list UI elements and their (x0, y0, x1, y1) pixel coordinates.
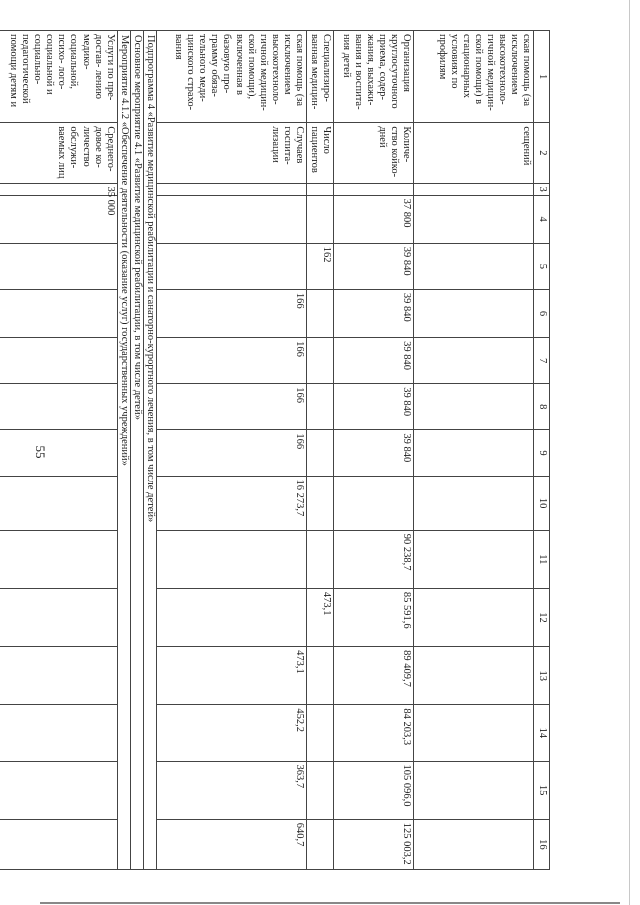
header-row (534, 31, 550, 870)
cell (0, 243, 117, 289)
cell (306, 384, 333, 430)
cell (306, 819, 333, 869)
cell (414, 819, 534, 869)
cell (156, 243, 306, 289)
row-unit: Среднего- довое ко- личество обслужи- ваемых лиц (0, 123, 117, 183)
rotated-table-container (8, 30, 550, 870)
table-row (0, 31, 117, 870)
table-row (334, 31, 414, 870)
cell (0, 338, 117, 384)
header-cell: 5 (534, 243, 550, 289)
section-row (130, 31, 143, 870)
table-row (306, 31, 333, 870)
cell (306, 430, 333, 476)
cell: 39 840 (334, 243, 414, 289)
cell: 39 840 (334, 384, 414, 430)
header-cell: 9 (534, 430, 550, 476)
cell (0, 647, 117, 705)
cell (0, 476, 117, 530)
header-cell: 7 (534, 338, 550, 384)
cell (156, 195, 306, 243)
scan-bottom-edge (40, 902, 620, 904)
cell (306, 761, 333, 819)
row-name: ская помощь (за исключением высокотехноло- гичной медицин- ской помощи) в стационарных условиях по профилям (414, 31, 534, 123)
header-cell: 3 (534, 183, 550, 195)
cell (306, 647, 333, 705)
cell (0, 384, 117, 430)
main-activity-heading: Основное мероприятие 4.1 «Развитие медицинской реабилитации, в том числе детей» (130, 31, 143, 870)
header-cell: 10 (534, 476, 550, 530)
cell (306, 338, 333, 384)
section-row (143, 31, 156, 870)
cell (414, 761, 534, 819)
header-cell: 15 (534, 761, 550, 819)
cell: 35 000 (0, 183, 117, 195)
header-cell: 6 (534, 289, 550, 337)
cell (414, 430, 534, 476)
header-cell: 11 (534, 530, 550, 588)
row-unit: Случаев госпита- лизации (156, 123, 306, 183)
cell (334, 476, 414, 530)
cell (306, 195, 333, 243)
cell (414, 647, 534, 705)
cell: 90 238,7 (334, 530, 414, 588)
cell (414, 338, 534, 384)
cell (0, 761, 117, 819)
cell: 16 273,7 (156, 476, 306, 530)
header-cell: 4 (534, 195, 550, 243)
table-row (414, 31, 534, 870)
row-name: Специализиро- ванная медицин- (306, 31, 333, 123)
cell (0, 195, 117, 243)
header-cell: 2 (534, 123, 550, 183)
cell (306, 183, 333, 195)
cell (414, 183, 534, 195)
cell: 473,1 (306, 588, 333, 646)
cell: 84 203,3 (334, 705, 414, 761)
cell (0, 530, 117, 588)
cell: 39 840 (334, 338, 414, 384)
cell (414, 476, 534, 530)
cell (306, 530, 333, 588)
subprogram-heading: Подпрограмма 4 «Развитие медицинской реабилитации и санаторно-курортного лечения, в том числе детей» (143, 31, 156, 870)
cell (156, 588, 306, 646)
row-name: ская помощь (за исключением высокотехноло- гичной медицин- ской помощи), включенная в базовую про- грамму обяза- тельного меди- цинского страхо- вания (156, 31, 306, 123)
header-cell: 1 (534, 31, 550, 123)
cell: 39 840 (334, 289, 414, 337)
cell (0, 289, 117, 337)
cell (414, 289, 534, 337)
table-row (156, 31, 306, 870)
cell (414, 588, 534, 646)
header-cell: 12 (534, 588, 550, 646)
cell (0, 705, 117, 761)
cell: 452,2 (156, 705, 306, 761)
cell: 166 (156, 384, 306, 430)
cell: 363,7 (156, 761, 306, 819)
cell: 37 800 (334, 195, 414, 243)
cell (414, 195, 534, 243)
header-cell: 13 (534, 647, 550, 705)
row-unit: сещений (414, 123, 534, 183)
cell (414, 384, 534, 430)
budget-table (0, 30, 550, 870)
cell (414, 705, 534, 761)
cell (414, 243, 534, 289)
cell: 473,1 (156, 647, 306, 705)
cell: 166 (156, 289, 306, 337)
cell (156, 183, 306, 195)
cell (0, 430, 117, 476)
section-row (117, 31, 130, 870)
cell: 162 (306, 243, 333, 289)
cell (0, 819, 117, 869)
page-number: 55 (33, 445, 48, 459)
activity-heading: Мероприятие 4.1.2 «Обеспечение деятельности (оказание услуг) государственных учреждений» (117, 31, 130, 870)
scan-edge-line (629, 0, 630, 905)
cell: 166 (156, 430, 306, 476)
cell: 89 409,7 (334, 647, 414, 705)
row-name: Организация круглосуточного приема, содер- жания, выхажи- вания и воспита- ния детей (334, 31, 414, 123)
header-cell: 8 (534, 384, 550, 430)
cell: 105 096,0 (334, 761, 414, 819)
row-name: Услуги по пре- достав- лению медико- социальной, психо- лого-социальной и социально- педагогической помощи детям и (0, 31, 117, 123)
cell (0, 588, 117, 646)
cell (156, 530, 306, 588)
cell (306, 705, 333, 761)
cell: 85 591,6 (334, 588, 414, 646)
cell: 39 840 (334, 430, 414, 476)
cell (306, 476, 333, 530)
row-unit: Количе- ство койко- дней (334, 123, 414, 183)
cell (306, 289, 333, 337)
header-cell: 16 (534, 819, 550, 869)
cell: 640,7 (156, 819, 306, 869)
header-cell: 14 (534, 705, 550, 761)
cell: 166 (156, 338, 306, 384)
row-unit: Число пациентов (306, 123, 333, 183)
cell (414, 530, 534, 588)
cell: 125 003,2 (334, 819, 414, 869)
cell (334, 183, 414, 195)
